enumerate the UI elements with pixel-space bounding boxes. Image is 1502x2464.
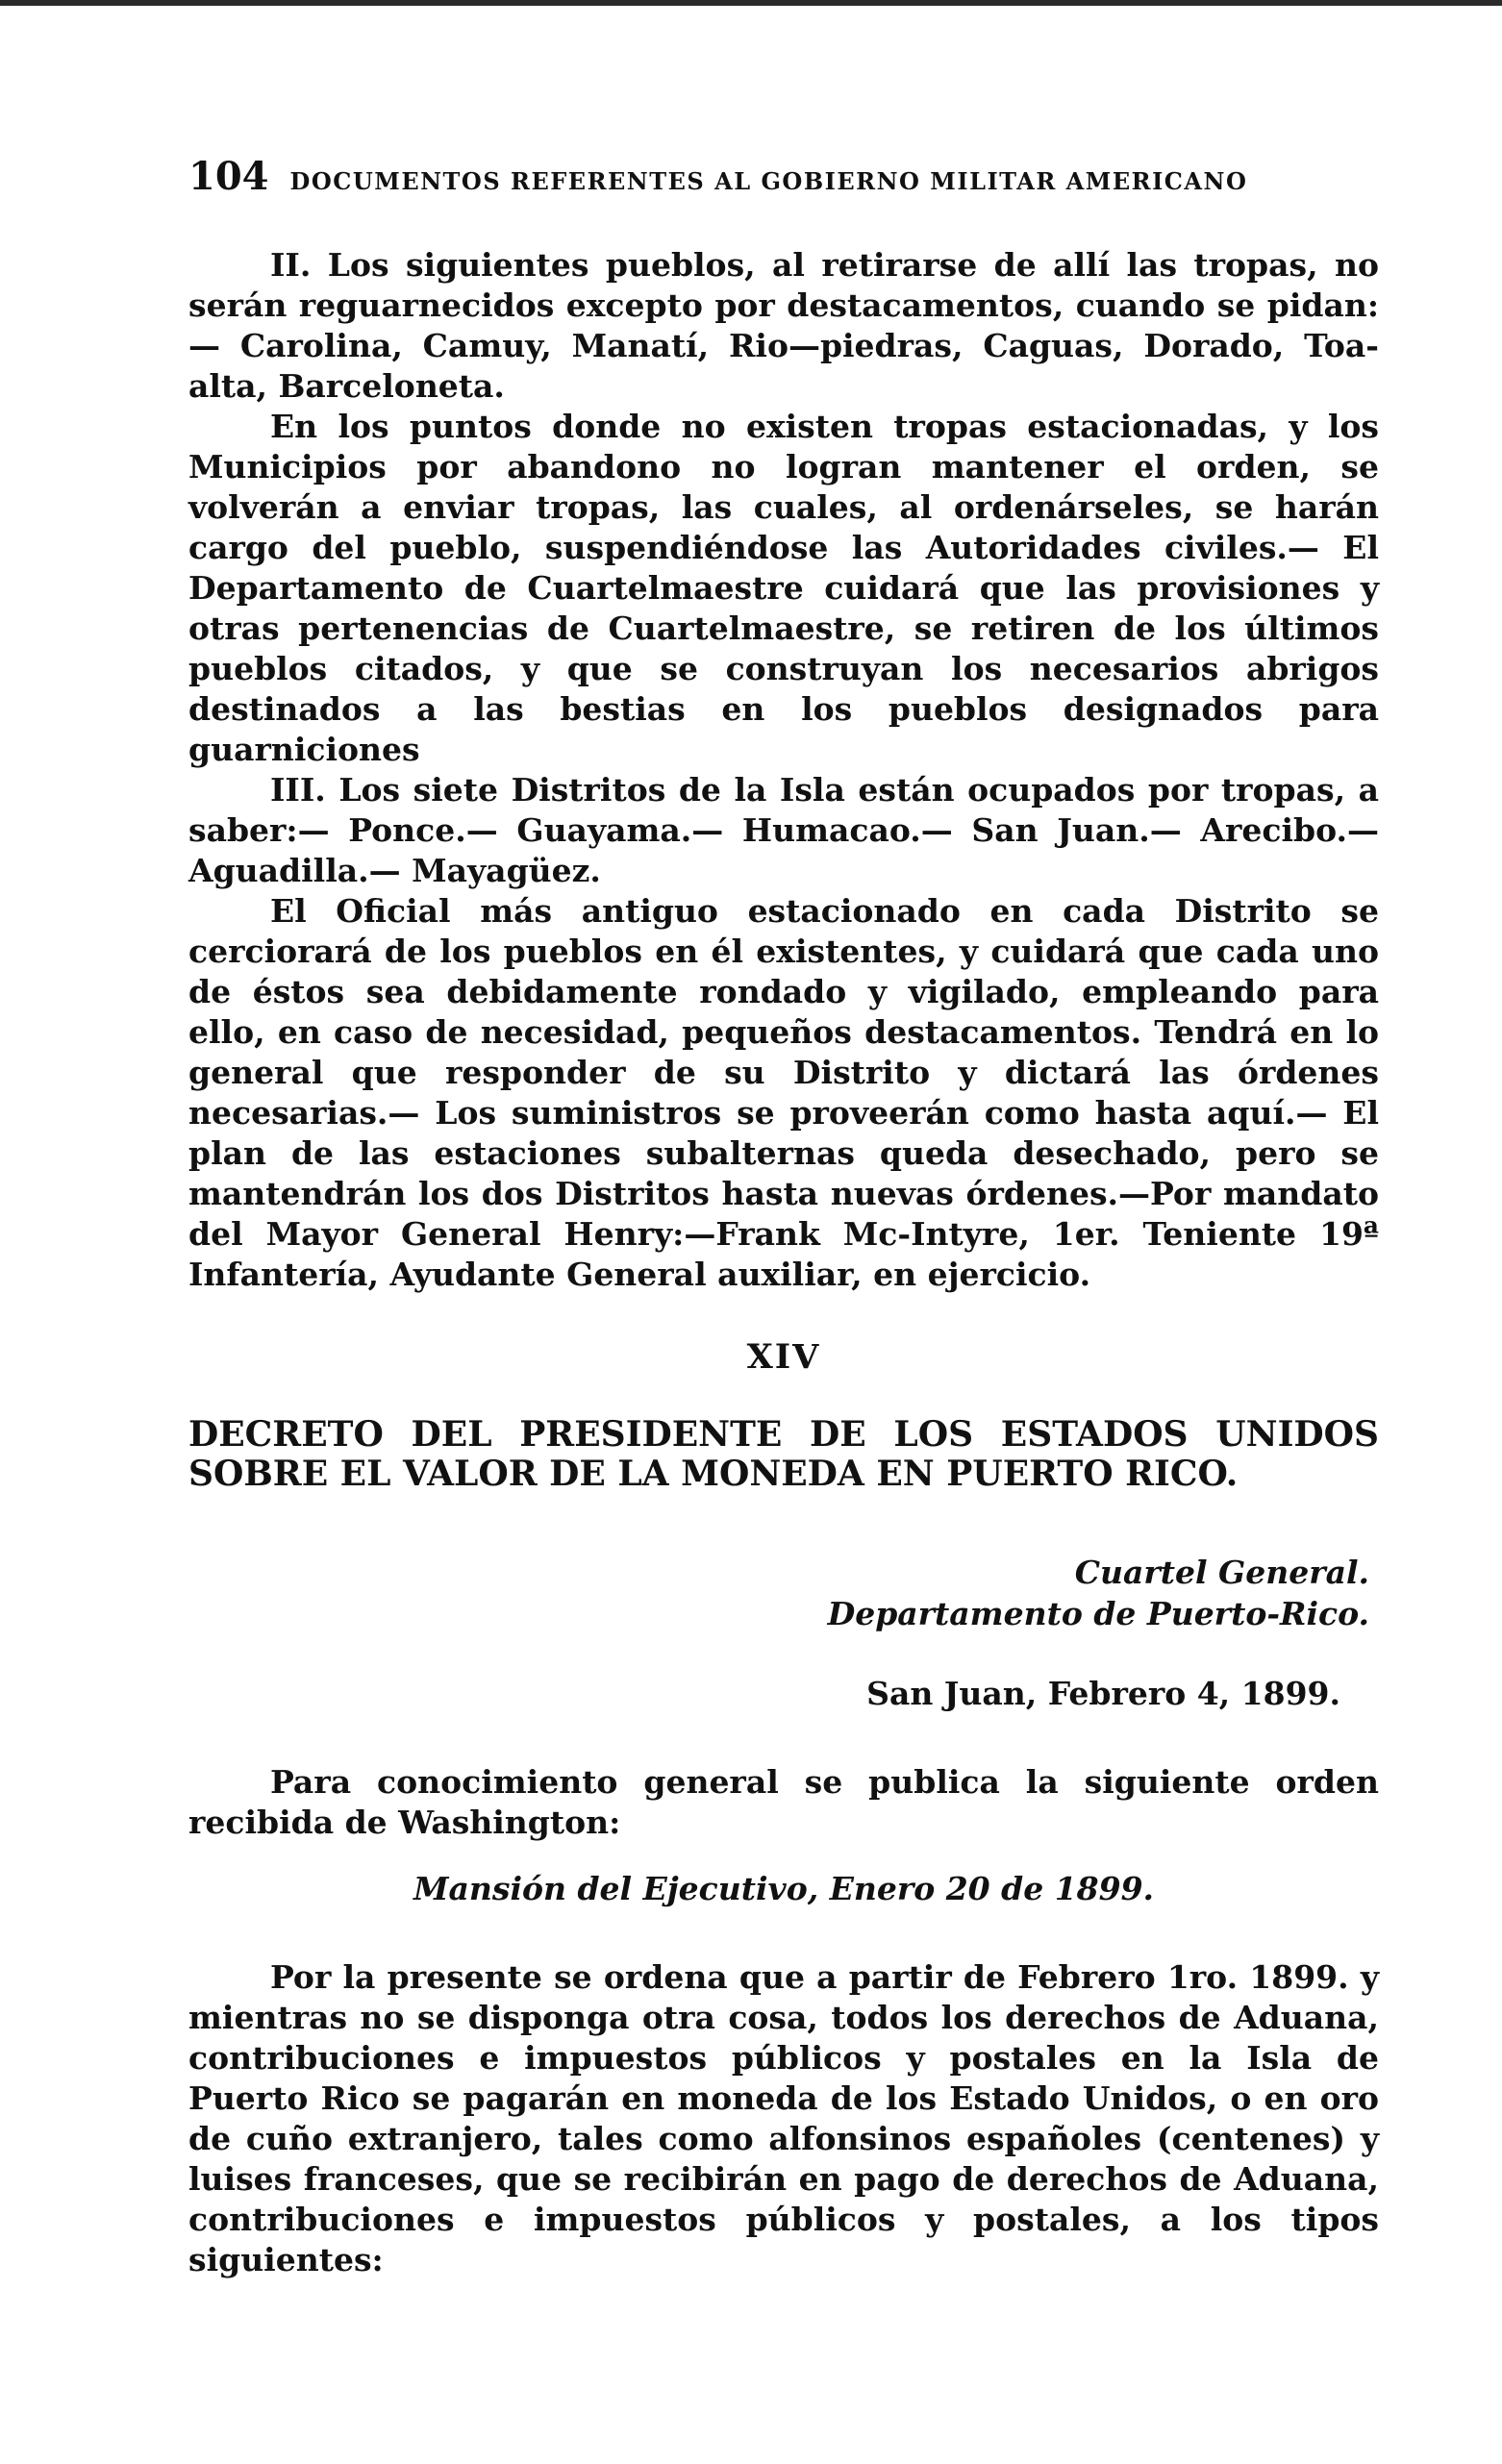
section-title: DECRETO DEL PRESIDENTE DE LOS ESTADOS UNIDOS SOBRE EL VALOR DE LA MONEDA EN PUERTO RICO. [188, 1414, 1379, 1494]
page-top-edge [0, 0, 1502, 6]
letterhead-line-1: Cuartel General. [1074, 1554, 1369, 1591]
executive-mansion-line: Mansión del Ejecutivo, Enero 20 de 1899. [413, 1870, 1155, 1907]
paragraph-article-iii: III. Los siete Distritos de la Isla están ocupados por tropas, a saber:— Ponce.— Guayama.— Humacao.— San Juan.— Arecibo.— Aguadilla.— Mayagüez. [188, 771, 1379, 889]
paragraph-senior-officer: El Oficial más antiguo estacionado en cada Distrito se cerciorará de los pueblos en él existentes, y cuidará que cada uno de éstos sea debidamente rondado y vigilado, empleando para ello, en caso de necesidad, pequeños destacamentos. Tendrá en lo general que responder de su Distrito y dictará las órdenes necesarias.— Los suministros se proveerán como hasta aquí.— El plan de las estaciones subalternas queda desechado, pero se mantendrán los dos Distritos hasta nuevas órdenes.—Por mandato del Mayor General Henry:—Frank Mc-Intyre, 1er. Teniente 19ª Infantería, Ayudante General auxiliar, en ejercicio. [188, 892, 1379, 1293]
running-header [188, 154, 1379, 199]
paragraph-currency-order: Por la presente se ordena que a partir de Febrero 1ro. 1899. y mientras no se disponga otra cosa, todos los derechos de Aduana, contribuciones e impuestos públicos y postales en la Isla de Puerto Rico se pagarán en moneda de los Estado Unidos, o en oro de cuño extranjero, tales como alfonsinos españoles (centenes) y luises franceses, que se recibirán en pago de derechos de Aduana, contribuciones e impuestos públicos y postales, a los tipos siguientes: [188, 1958, 1379, 2278]
document-page [188, 154, 1379, 2280]
paragraph-publication-notice: Para conocimiento general se publica la siguiente orden recibida de Washington: [188, 1763, 1379, 1841]
section-number: XIV [746, 1337, 821, 1377]
page-number: 104 [188, 154, 269, 199]
paragraph-unstationed-towns: En los puntos donde no existen tropas estacionadas, y los Municipios por abandono no logran mantener el orden, se volverán a enviar tropas, las cuales, al ordenárseles, se harán cargo del pueblo, suspendiéndose las Autoridades civiles.— El Departamento de Cuartelmaestre cuidará que las provisiones y otras pertenencias de Cuartelmaestre, se retiren de los últimos pueblos citados, y que se construyan los necesarios abrigos destinados a las bestias en los pueblos designados para guarniciones [188, 408, 1379, 768]
running-header-title: DOCUMENTOS REFERENTES AL GOBIERNO MILITAR AMERICANO [289, 167, 1248, 195]
paragraph-article-ii: II. Los siguientes pueblos, al retirarse de allí las tropas, no serán reguarnecidos excepto por destacamentos, cuando se pidan:— Carolina, Camuy, Manatí, Rio—piedras, Caguas, Dorado, Toa-alta, Barceloneta. [188, 246, 1379, 405]
date-line: San Juan, Febrero 4, 1899. [866, 1675, 1340, 1712]
letterhead [188, 1552, 1379, 1634]
letterhead-line-2: Departamento de Puerto-Rico. [827, 1595, 1369, 1632]
